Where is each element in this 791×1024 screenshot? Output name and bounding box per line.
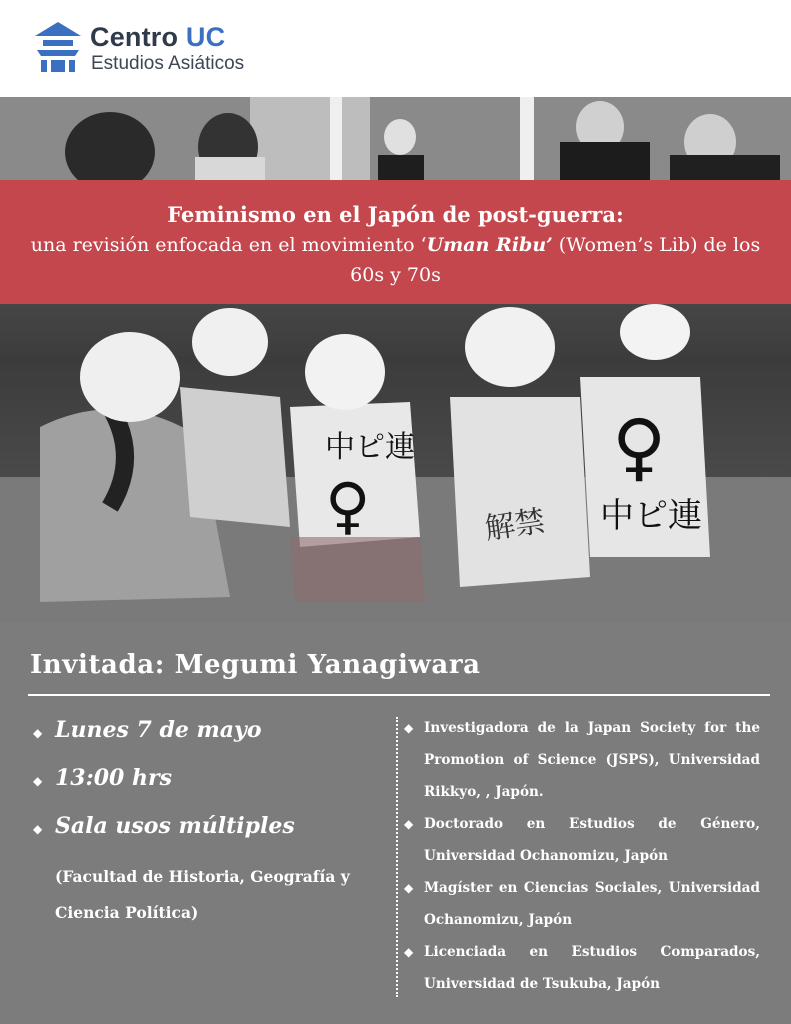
column-divider xyxy=(396,717,398,997)
brand-accent: UC xyxy=(185,22,226,52)
diamond-bullet-icon: ◆ xyxy=(33,822,43,836)
bio-item-text: Licenciada en Estudios Comparados, Universidad de Tsukuba, Japón xyxy=(424,944,760,992)
header xyxy=(0,0,791,97)
bio-item-text: Magíster en Ciencias Sociales, Universidad Ochanomizu, Japón xyxy=(424,880,760,928)
event-date xyxy=(33,717,373,765)
event-subtitle-italic: Uman Ribu’ xyxy=(426,234,553,256)
diamond-bullet-icon: ◆ xyxy=(33,726,43,740)
guest-name: Invitada: Megumi Yanagiwara xyxy=(30,650,481,680)
bio-item-text: Doctorado en Estudios de Género, Universidad Ochanomizu, Japón xyxy=(424,816,760,864)
venue-note: (Facultad de Historia, Geografía y Ciencia Política) xyxy=(55,867,350,922)
brand-primary: Centro xyxy=(90,22,179,52)
bio-item xyxy=(404,872,760,936)
brand-subtitle: Estudios Asiáticos xyxy=(91,53,245,74)
diamond-bullet-icon: ◆ xyxy=(404,945,414,959)
bio-item xyxy=(404,936,760,1000)
diamond-bullet-icon: ◆ xyxy=(404,881,414,895)
diamond-bullet-icon: ◆ xyxy=(404,721,414,735)
protest-photo xyxy=(0,97,791,622)
divider-rule xyxy=(28,694,770,696)
event-title: Feminismo en el Japón de post-guerra: xyxy=(167,202,624,227)
guest-bio xyxy=(404,712,760,1000)
event-venue xyxy=(33,813,373,861)
diamond-bullet-icon: ◆ xyxy=(33,774,43,788)
bio-item xyxy=(404,712,760,808)
protest-photo-illustration xyxy=(0,97,791,622)
event-subtitle-start: una revisión enfocada en el movimiento ‘ xyxy=(30,234,427,256)
event-subtitle-end: (Women’s Lib) de los 60s y 70s xyxy=(350,234,761,286)
bio-item xyxy=(404,808,760,872)
event-time-text: 13:00 hrs xyxy=(55,765,172,791)
bio-item-text: Investigadora de la Japan Society for the Promotion of Science (JSPS), Universidad Rikkyo, , Japón. xyxy=(424,720,760,800)
pagoda-icon xyxy=(33,20,83,74)
sign-text-1: 中ピ連 xyxy=(325,430,415,465)
sign-text-3: 中ピ連 xyxy=(600,496,702,536)
event-title-banner xyxy=(0,180,791,304)
diamond-bullet-icon: ◆ xyxy=(404,817,414,831)
event-venue-text: Sala usos múltiples xyxy=(55,813,295,839)
event-time xyxy=(33,765,373,813)
event-subtitle xyxy=(0,230,791,290)
event-date-text: Lunes 7 de mayo xyxy=(55,717,262,743)
sign-text-2: 解禁 xyxy=(482,503,548,547)
brand-name xyxy=(90,22,225,53)
female-symbol-2: ♀ xyxy=(612,404,667,490)
event-details xyxy=(33,717,373,931)
info-panel xyxy=(0,622,791,1024)
female-symbol-1: ♀ xyxy=(325,469,371,542)
